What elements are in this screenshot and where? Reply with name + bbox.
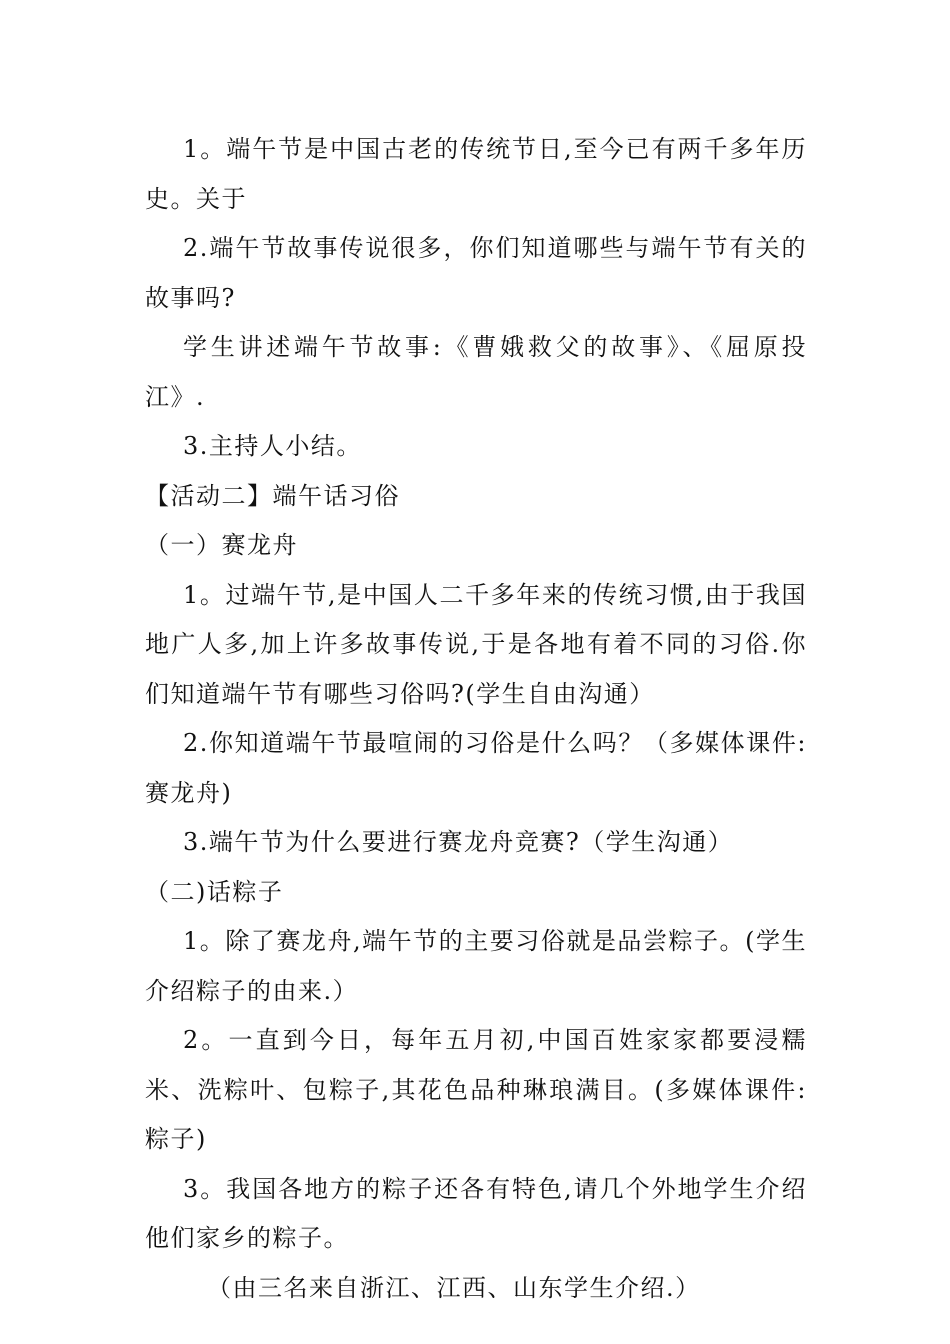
paragraph-8: 1。除了赛龙舟,端午节的主要习俗就是品尝粽子。(学生介绍粽子的由来.） — [145, 927, 807, 1005]
paragraph-11: （由三名来自浙江、江西、山东学生介绍.） — [207, 1273, 701, 1302]
paragraph-4: 3.主持人小结。 — [183, 432, 362, 460]
paragraph-9: 2。一直到今日，每年五月初,中国百姓家家都要浸糯米、洗粽叶、包粽子,其花色品种琳琅满目。(多媒体课件:粽子) — [145, 1026, 807, 1153]
paragraph-6: 2.你知道端午节最喧闹的习俗是什么吗？（多媒体课件:赛龙舟) — [145, 729, 807, 807]
paragraph-2: 2.端午节故事传说很多，你们知道哪些与端午节有关的故事吗? — [145, 234, 807, 312]
subsection-heading-1: （一）赛龙舟 — [145, 531, 298, 559]
subsection-heading-2: （二)话粽子 — [145, 877, 284, 906]
section-heading: 【活动二】端午话习俗 — [145, 481, 400, 510]
paragraph-5: 1。过端午节,是中国人二千多年来的传统习惯,由于我国地广人多,加上许多故事传说,于是各地有着不同的习俗.你们知道端午节有哪些习俗吗?(学生自由沟通） — [145, 580, 807, 708]
document-body — [145, 125, 807, 1313]
paragraph-7: 3.端午节为什么要进行赛龙舟竞赛?（学生沟通） — [183, 828, 734, 856]
paragraph-3: 学生讲述端午节故事:《曹娥救父的故事》、《屈原投江》. — [145, 333, 807, 411]
paragraph-10: 3。我国各地方的粽子还各有特色,请几个外地学生介绍他们家乡的粽子。 — [145, 1174, 807, 1252]
paragraph-1: 1。端午节是中国古老的传统节日,至今已有两千多年历史。关于 — [145, 135, 807, 213]
